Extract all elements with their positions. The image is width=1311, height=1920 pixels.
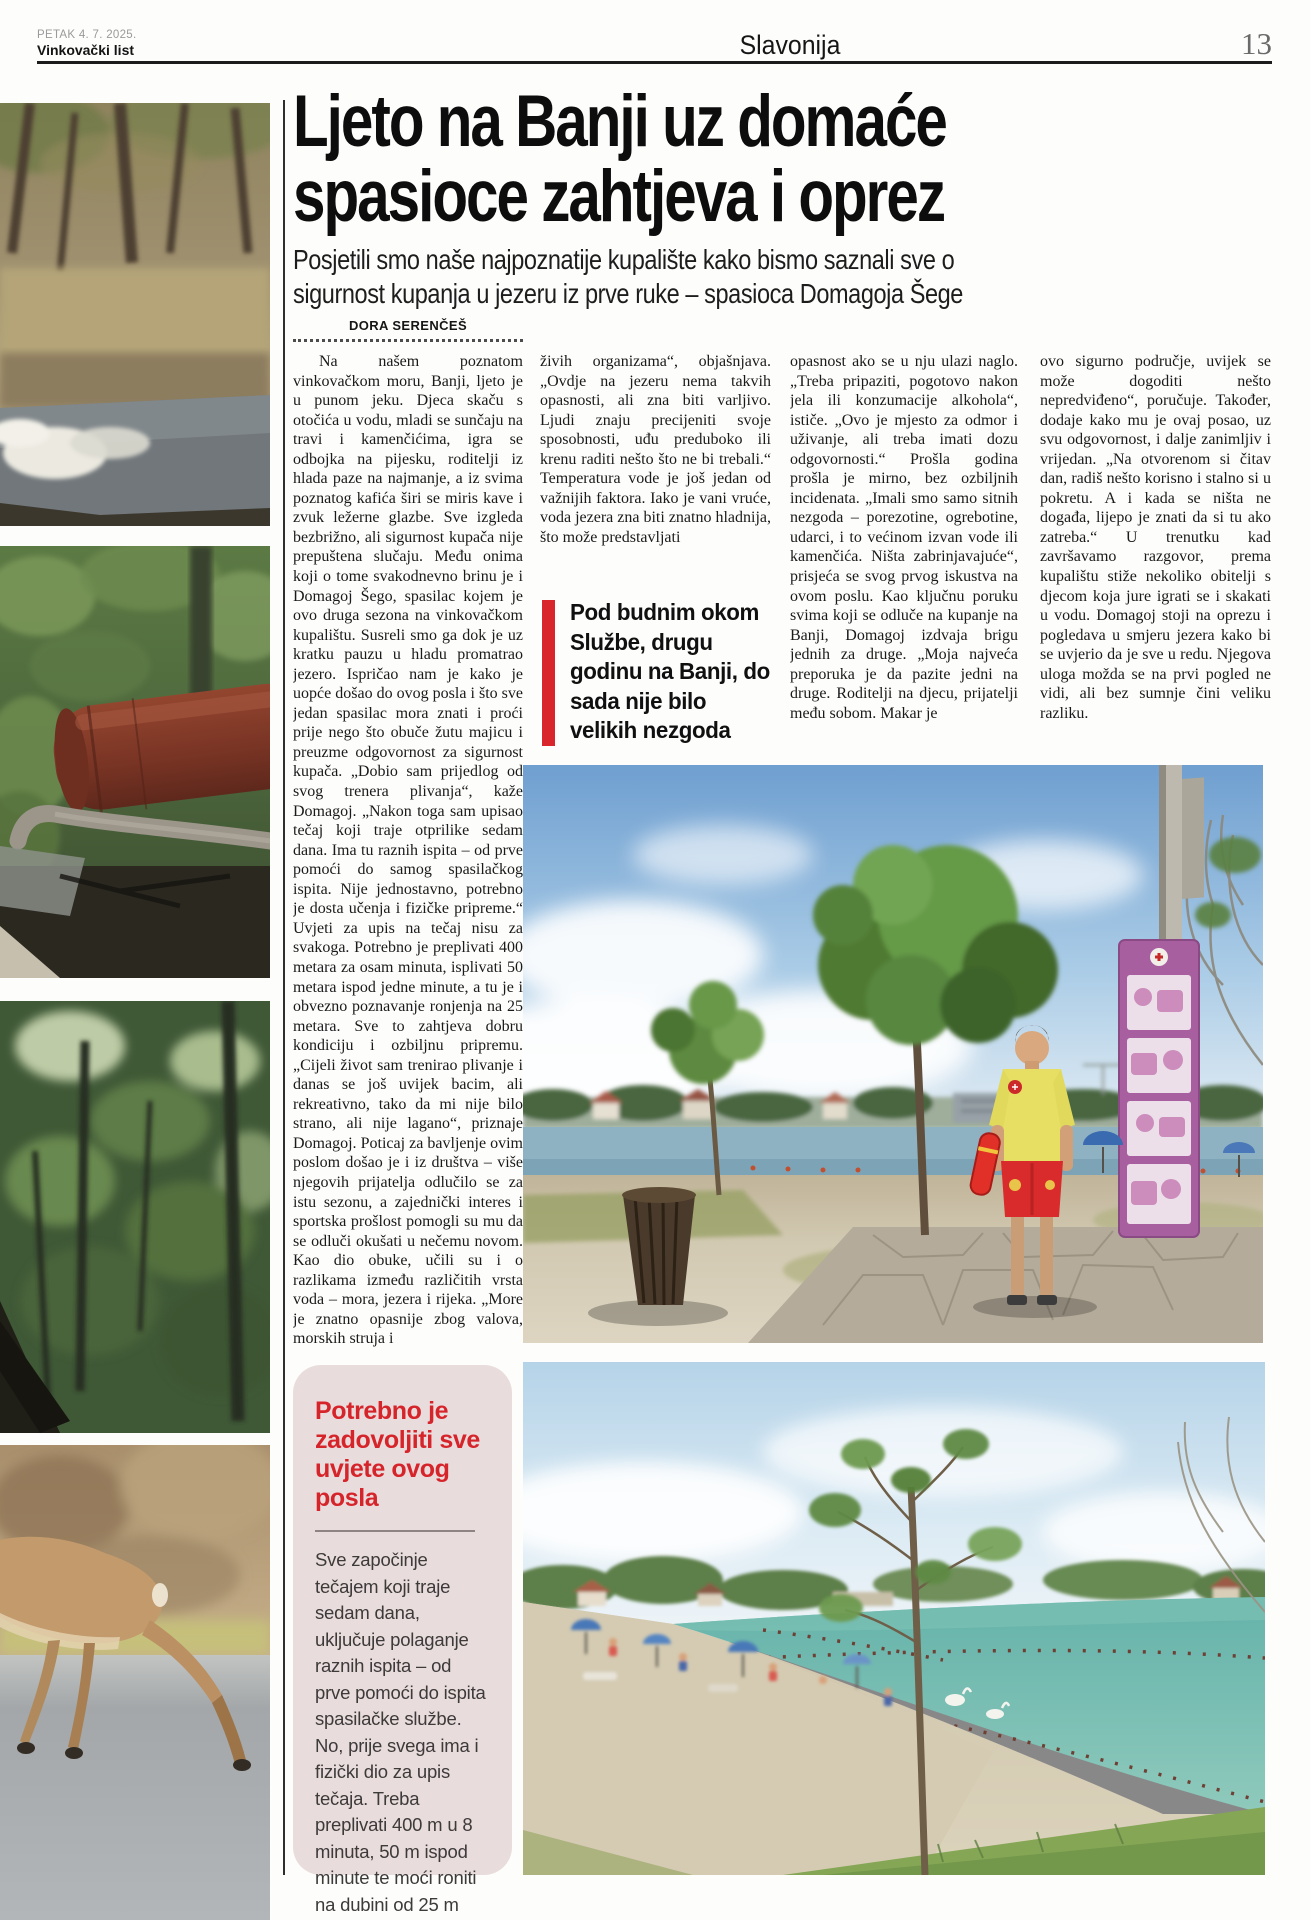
photo-rusty-pipe (0, 546, 270, 978)
subheadline-line2: sigurnost kupanja u jezeru iz prve ruke – spasioca Domagoja Šege (293, 278, 963, 309)
byline-divider (293, 339, 523, 342)
header-rule (37, 61, 1272, 64)
section-title: Slavonija (739, 30, 841, 60)
pull-quote (542, 598, 774, 748)
column-separator-rule (283, 100, 285, 1875)
pull-quote-accent-bar (542, 600, 555, 746)
infobox-divider (315, 1530, 475, 1532)
requirements-infobox (293, 1365, 512, 1915)
headline-line2: spasioce zahtjeva i oprez (293, 156, 945, 237)
infobox-body: Sve započinje tečajem koji traje sedam dana, uključuje polaganje raznih ispita – od prve pomoći do ispita spasilačke službe. No, prije svega ima i fizički dio za upis tečaja. Treba preplivati 400 m u 8 minuta, 50 m ispod minute te moći roniti na dubini od 25 m (315, 1549, 486, 1915)
pull-quote-text: Pod budnim okom Službe, drugu godinu na Banji, do sada nije bilo velikih nezgoda (570, 599, 770, 743)
article-subheadline (293, 243, 1091, 311)
body-column-4: ovo sigurno područje, uvijek se može dogoditi nešto nepredviđeno“, poručuje. Također, dodaje kako mu je ovaj posao, uz svu odgovornost, i dalje zanimljiv i vrijedan. „Na otvorenom si čitav dan, radiš nešto korisno i stalno si u pokretu. A i kada se ništa ne događa, lijepo je znati da si tu ako zatreba.“ U trenutku kad završavamo razgovor, prema kupalištu stiže nekoliko obitelji s djecom koja jure igrati se i skakati u vodu. Domagoj stoji na oprezu i pogledava u smjeru jezera kako bi se uvjerio da je sve u redu. Njegova uloga možda se na prvi pogled ne vidi, ali bez sumnje čini veliku razliku. (1040, 353, 1271, 722)
body-column-2: živih organizama“, objašnjava. „Ovdje na jezeru nema takvih opasnosti, ali zna biti varljivo. Ljudi znaju precijeniti svoje sposobnosti, uđu preduboko ili krenu raditi nešto što ne bi trebali.“ Temperatura vode je još jedan od važnijih faktora. Iako je vani vruće, voda jezera zna biti znatno hladnija, što može predstavljati (540, 353, 771, 546)
article-headline (293, 81, 1109, 237)
headline-line1: Ljeto na Banji uz domaće (293, 81, 946, 162)
photo-beach-panorama (523, 1362, 1265, 1875)
subheadline-line1: Posjetili smo naše najpoznatije kupalište kako bismo saznali sve o (293, 244, 955, 275)
byline: DORA SERENČEŠ (348, 318, 468, 333)
publication-name: Vinkovački list (37, 42, 135, 58)
page-number: 13 (1241, 26, 1272, 61)
photo-forest-path (0, 1001, 270, 1433)
header-date: PETAK 4. 7. 2025. (37, 29, 137, 41)
body-column-1: Na našem poznatom vinkovačkom moru, Banji, ljeto je u punom jeku. Djeca skaču s otočića u vodu, mladi se sunčaju na travi i kamenčićima, igra se odbojka na pijesku, roditelji iz hlada paze na najmanje, a iz svima poznatog kafića širi se miris kave i zvuk ležerne glazbe. Sve izgleda bezbrižno, ali sigurnost kupača nije prepuštena slučaju. Među onima koji o tome svakodnevno brinu je i Domagoj Šego, spasilac kojem je ovo druga sezona na vinkovačkom kupalištu. Susreli smo ga dok je uz kratku pauzu u hladu promatrao jezero. Ispričao nam je kako je uopće došao do ovog posla i što sve jedan spasilac mora znati i proći prije nego što obuče žutu majicu i preuzme odgovornost za sigurnost kupača. „Dobio sam prijedlog od svog trenera plivanja“, kaže Domagoj. „Nakon toga sam upisao tečaj koji traje otprilike sedam dana. Ima tu raznih ispita – od prve pomoći do samog spasilačkog ispita. Nije jednostavno, potrebno je dosta učenja i fizičke pripreme.“ Uvjeti za upis na tečaj nisu za svakoga. Potrebno je preplivati 400 metara za osam minuta, isplivati 50 metara ispod jedne minute, a tu je i obvezno poznavanje ronjenja na 25 metara. Sve to zahtjeva dobru kondiciju i ozbiljnu pripremu. „Cijeli život sam trenirao plivanje i danas se još uvijek bacim, ali rekreativno, tako da mi nije bilo strano, ali nije lagano“, priznaje Domagoj. Poticaj za bavljenje ovim poslom došao je i iz društva – više njegovih prijatelja odlučilo se za istu sezonu, a zajednički interes i sportska prošlost pomogli su mu da se odluči okušati u nečemu novom. Kao dio obuke, učili su i o razlikama između različitih vrsta voda – mora, jezera i rijeka. „More je znatno opasnije zbog valova, morskih struja i (293, 353, 523, 1348)
photo-forest-stream (0, 103, 270, 526)
infobox-title: Potrebno je zadovoljiti sve uvjete ovog posla (315, 1397, 480, 1512)
photo-lifeguard-lake (523, 765, 1263, 1343)
photo-deer (0, 1445, 270, 1920)
body-column-3: opasnost ako se u nju ulazi naglo. „Treba pripaziti, pogotovo nakon jela ili konzumacije alkohola“, ističe. „Ovo je mjesto za odmor i uživanje, ali treba imati dozu odgovornosti.“ Prošla godina prošla je mirno, bez ozbiljnih incidenata. „Imali smo samo sitnih nezgoda – porezotine, ogrebotine, udarci, i to većinom izvan vode ili kamenčića. Ništa zabrinjavajuće“, prisjeća se svog prvog iskustva na ovom poslu. Kao ključnu poruku svima koji se odluče na kupanje na Banji, Domagoj izdvaja brigu jednih za druge. „Moja najveća preporuka je da pazite jedni na druge. Roditelji na djecu, prijatelji među sobom. Makar je (790, 353, 1018, 722)
